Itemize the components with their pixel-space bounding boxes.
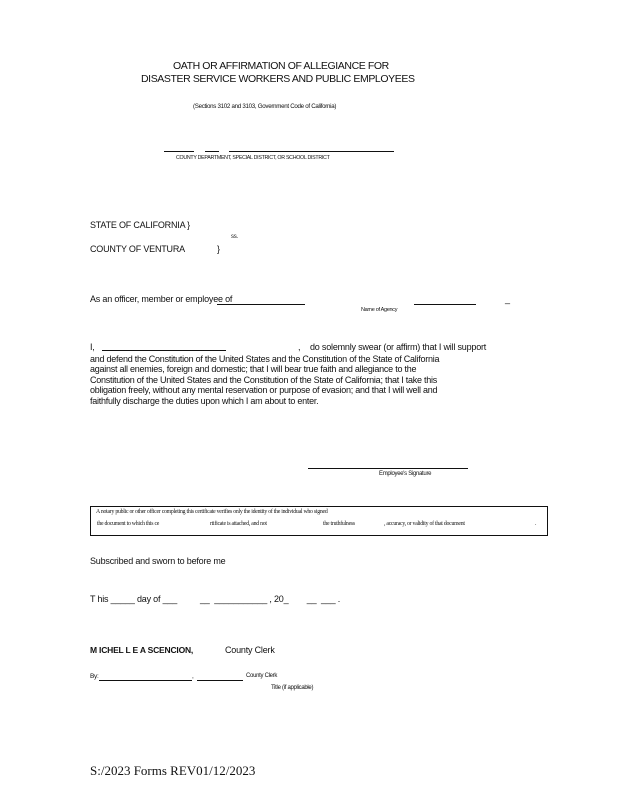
form-title-line2: DISASTER SERVICE WORKERS AND PUBLIC EMPLOYEES — [141, 73, 415, 85]
district-caption: COUNTY DEPARTMENT, SPECIAL DISTRICT, OR SCHOOL DISTRICT — [176, 155, 330, 161]
form-title-line1: OATH OR AFFIRMATION OF ALLEGIANCE FOR — [173, 60, 389, 72]
ss-label: ss. — [231, 234, 238, 240]
state-label: STATE OF CALIFORNIA } — [90, 220, 190, 230]
oath-line-3: against all enemies, foreign and domestic; that I will bear true faith and allegiance to the — [90, 364, 417, 375]
agency-extra-line — [414, 304, 476, 305]
oath-i-label: I, — [90, 342, 95, 352]
oath-line-1: do solemnly swear (or affirm) that I will support — [310, 342, 487, 352]
county-brace: } — [217, 244, 220, 254]
agency-name-line — [217, 304, 305, 305]
oath-line-6: faithfully discharge the duties upon which I am about to enter. — [90, 395, 319, 406]
notary-line-2d: , accuracy, or validity of that document — [384, 521, 465, 527]
signature-caption: Employee's Signature — [379, 471, 432, 477]
notary-line-2e: . — [535, 521, 537, 527]
notary-line-2c: the truthfulness — [323, 521, 355, 527]
statute-citation: (Sections 3102 and 3103, Government Code of California) — [193, 103, 337, 110]
subscribed-date-line: T his _____ day of ___ __ ___________ , 20_ __ ___ . — [90, 594, 341, 604]
employee-name-line — [102, 350, 226, 351]
deputy-signature-line — [99, 680, 192, 681]
deputy-title-line — [197, 680, 243, 681]
subscribed-statement: Subscribed and sworn to before me — [90, 556, 226, 566]
notary-line-1: A notary public or other officer completing this certificate verifies only the identity of the individual who signed — [96, 509, 328, 515]
district-line-segment-1 — [164, 151, 194, 152]
county-clerk-small: County Clerk — [246, 673, 278, 679]
oath-comma: , — [298, 342, 301, 352]
title-if-applicable: Title (if applicable) — [271, 685, 314, 691]
agency-caption: Name of Agency — [361, 307, 398, 313]
oath-line-2: and defend the Constitution of the United States and the Constitution of the State of California — [90, 354, 440, 364]
clerk-title: County Clerk — [225, 645, 275, 655]
district-line-segment-3 — [229, 151, 394, 152]
notary-line-2a: the document to which this ce — [97, 521, 160, 527]
oath-body — [90, 354, 490, 406]
clerk-name: M ICHEL L E A SCENCION, — [90, 645, 194, 655]
county-label: COUNTY OF VENTURA — [90, 244, 185, 254]
oath-line-4: Constitution of the United States and the Constitution of the State of California; that I take this — [90, 374, 437, 385]
form-revision-footer: S:/2023 Forms REV01/12/2023 — [90, 763, 256, 778]
notary-line-2b: rtificate is attached, and not — [210, 521, 267, 527]
officer-statement: As an officer, member or employee of — [90, 294, 233, 304]
oath-line-5: obligation freely, without any mental reservation or purpose of evasion; and that I will well and — [90, 385, 438, 396]
by-label: By: — [90, 673, 99, 680]
by-comma: , — [192, 673, 194, 680]
district-line-segment-2 — [205, 151, 219, 152]
agency-dash: _ — [505, 294, 510, 304]
employee-signature-line — [308, 468, 468, 469]
